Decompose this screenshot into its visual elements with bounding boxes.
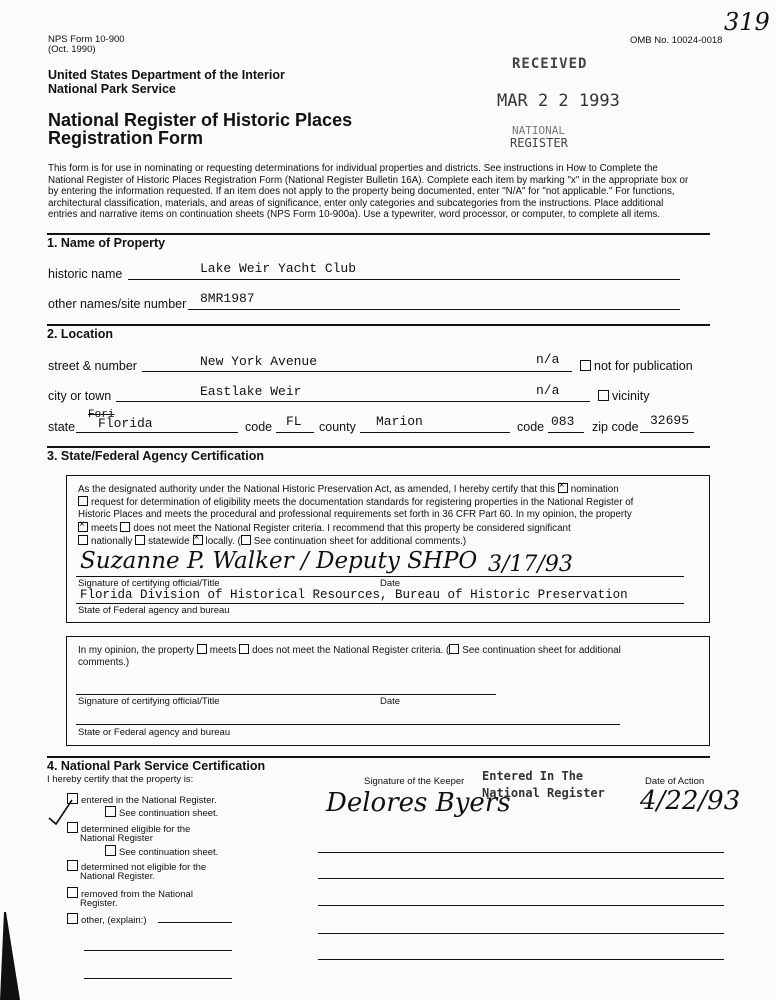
certifying-signature: Suzanne P. Walker / Deputy SHPO xyxy=(80,548,478,574)
state-code-label: code xyxy=(245,420,273,434)
see-continuation-option-1[interactable] xyxy=(105,806,218,819)
national-stamp: NATIONAL xyxy=(512,124,565,137)
intro-line: architectural classification, materials, and areas of significance, enter only categories and subcategories from the instructions. Place additional xyxy=(48,197,664,209)
intro-line: National Register of Historic Places Registration Form (National Register Bulletin 16A). Complete each item by marking "x" in the appropriate box or xyxy=(48,174,689,186)
cert-text: As the designated authority under the National Historic Preservation Act, as amended, I hereby certify that this xyxy=(78,484,556,495)
not-eligible-label: determined not eligible for the xyxy=(81,862,207,873)
county-field[interactable]: Marion xyxy=(376,414,423,429)
city-label: city or town xyxy=(48,389,112,403)
state-struck: Fori xyxy=(88,409,115,421)
city-na: n/a xyxy=(536,383,560,398)
statewide-label: statewide xyxy=(148,536,190,547)
department-line2: National Park Service xyxy=(48,82,176,96)
agency-label: State of Federal agency and bureau xyxy=(78,605,230,616)
city-field[interactable]: Eastlake Weir xyxy=(200,384,302,399)
section4-heading: 4. National Park Service Certification xyxy=(47,756,710,773)
form-date: (Oct. 1990) xyxy=(48,44,96,55)
section3-heading: 3. State/Federal Agency Certification xyxy=(47,446,710,463)
county-code-field[interactable]: 083 xyxy=(551,414,575,429)
opinion-meets-checkbox[interactable] xyxy=(197,644,207,654)
nationally-checkbox[interactable] xyxy=(78,535,88,545)
historic-name-label: historic name xyxy=(48,267,123,281)
cert-text: does not meet the National Register criteria. I recommend that this property be considered significant xyxy=(133,523,571,534)
request-checkbox[interactable] xyxy=(78,496,88,506)
statewide-checkbox[interactable] xyxy=(135,535,145,545)
scan-edge-mark xyxy=(0,912,22,1000)
locally-checkbox[interactable]: × xyxy=(193,535,203,545)
opinion-text: In my opinion, the property xyxy=(78,645,194,656)
locally-label: locally. ( xyxy=(205,536,241,547)
intro-line: by entering the information requested. If an item does not apply to the property being documented, enter "N/A" for "not applicable." For functions, xyxy=(48,186,675,197)
opinion-line2: comments.) xyxy=(78,657,130,668)
historic-name-field[interactable]: Lake Weir Yacht Club xyxy=(200,261,357,276)
eligible-checkbox[interactable] xyxy=(67,822,78,833)
checkbox-icon xyxy=(598,390,609,401)
cert-line5 xyxy=(78,532,467,547)
eligible-label: determined eligible for the xyxy=(81,824,191,835)
nomination-checkbox[interactable]: × xyxy=(558,483,568,493)
not-for-publication-label: not for publication xyxy=(594,359,693,373)
keeper-label: Signature of the Keeper xyxy=(364,776,465,787)
nationally-label: nationally xyxy=(91,536,133,547)
removed-label-2: Register. xyxy=(80,898,118,909)
cert-text: request for determination of eligibility meets the documentation standards for registering properties in the National Register of xyxy=(91,497,634,508)
opinion-does-not-meet-checkbox[interactable] xyxy=(239,644,249,654)
vicinity-label: vicinity xyxy=(612,389,650,403)
not-for-publication-checkbox[interactable] xyxy=(580,359,693,373)
received-stamp: RECEIVED xyxy=(512,56,588,72)
see-continuation-label: See continuation sheet. xyxy=(119,808,219,819)
opinion-meets-label: meets xyxy=(209,645,237,656)
street-field[interactable]: New York Avenue xyxy=(200,354,318,369)
opinion-continuation-checkbox[interactable] xyxy=(449,644,459,654)
signature-label: Signature of certifying official/Title xyxy=(78,578,220,589)
intro-line: entries and narrative items on continuation sheets (NPS Form 10-900a). Use a typewriter, word processor, or computer, to complete all items. xyxy=(48,209,661,220)
cert-line2 xyxy=(78,496,633,508)
received-stamp-date: MAR 2 2 1993 xyxy=(497,91,620,111)
not-eligible-label-2: National Register. xyxy=(80,871,155,882)
continuation-checkbox[interactable] xyxy=(241,535,251,545)
date-label: Date xyxy=(380,578,401,589)
section4-intro: I hereby certify that the property is: xyxy=(47,774,194,785)
other-option[interactable] xyxy=(67,913,146,926)
keeper-signature: Delores Byers xyxy=(326,788,511,818)
entered-stamp-line1: Entered In The xyxy=(482,769,584,783)
state-label: state xyxy=(48,420,76,434)
intro-line: This form is for use in nominating or requesting determinations for individual properties and districts. See instructions in How to Complete the xyxy=(48,163,658,174)
checkbox-icon xyxy=(580,360,591,371)
cert-line4 xyxy=(78,519,571,534)
cert-line3: Historic Places and meets the procedural and professional requirements set forth in 36 CFR Part 60. In my opinion, the property xyxy=(78,509,632,520)
meets-label: meets xyxy=(91,523,118,534)
section1-heading: 1. Name of Property xyxy=(47,233,710,250)
signature-label-2: Signature of certifying official/Title xyxy=(78,696,220,707)
does-not-meet-checkbox[interactable] xyxy=(120,522,130,532)
state-field[interactable]: Florida xyxy=(98,416,153,431)
other-checkbox[interactable] xyxy=(67,913,78,924)
agency-label-2: State or Federal agency and bureau xyxy=(78,727,231,738)
opinion-text: does not meet the National Register criteria. ( xyxy=(252,645,450,656)
agency-field: Florida Division of Historical Resources, Bureau of Historic Preservation xyxy=(80,588,628,602)
see-continuation-checkbox-1[interactable] xyxy=(105,806,116,817)
not-eligible-checkbox[interactable] xyxy=(67,860,78,871)
other-names-field[interactable]: 8MR1987 xyxy=(200,291,255,306)
zip-field[interactable]: 32695 xyxy=(650,413,690,428)
form-title-line2: Registration Form xyxy=(48,128,204,148)
cert-line1 xyxy=(78,480,619,495)
entered-option[interactable] xyxy=(67,793,217,806)
other-names-label: other names/site number xyxy=(48,297,187,311)
entered-stamp-line2: National Register xyxy=(482,786,605,800)
register-stamp: REGISTER xyxy=(510,136,568,150)
vicinity-checkbox[interactable] xyxy=(598,389,650,403)
see-continuation-label: See continuation sheet. xyxy=(119,847,219,858)
county-code-label: code xyxy=(517,420,545,434)
see-continuation-option-2[interactable] xyxy=(105,845,218,858)
certification-date: 3/17/93 xyxy=(488,552,573,577)
state-code-field[interactable]: FL xyxy=(286,414,302,429)
cert-text: See continuation sheet for additional comments.) xyxy=(253,536,467,547)
street-na: n/a xyxy=(536,352,560,367)
opinion-text: See continuation sheet for additional xyxy=(462,645,621,656)
see-continuation-checkbox-2[interactable] xyxy=(105,845,116,856)
form-number: NPS Form 10-900 xyxy=(48,34,125,45)
action-date-label: Date of Action xyxy=(645,776,705,787)
eligible-label-2: National Register xyxy=(80,833,153,844)
removed-label: removed from the National xyxy=(81,889,193,900)
form-title-line1: National Register of Historic Places xyxy=(48,110,353,130)
section2-heading: 2. Location xyxy=(47,324,710,341)
other-label: other, (explain:) xyxy=(81,915,147,926)
omb-number: OMB No. 10024-0018 xyxy=(630,35,723,46)
date-label-2: Date xyxy=(380,696,401,707)
street-label: street & number xyxy=(48,359,137,373)
handwritten-number: 319 xyxy=(724,8,770,36)
opinion-line1 xyxy=(78,644,621,656)
removed-checkbox[interactable] xyxy=(67,887,78,898)
department-line1: United States Department of the Interior xyxy=(48,68,285,82)
nomination-label: nomination xyxy=(570,484,619,495)
county-label: county xyxy=(319,420,356,434)
zip-label: zip code xyxy=(592,420,639,434)
entered-label: entered in the National Register. xyxy=(81,795,217,806)
action-date: 4/22/93 xyxy=(640,786,741,816)
meets-checkbox[interactable]: × xyxy=(78,522,88,532)
